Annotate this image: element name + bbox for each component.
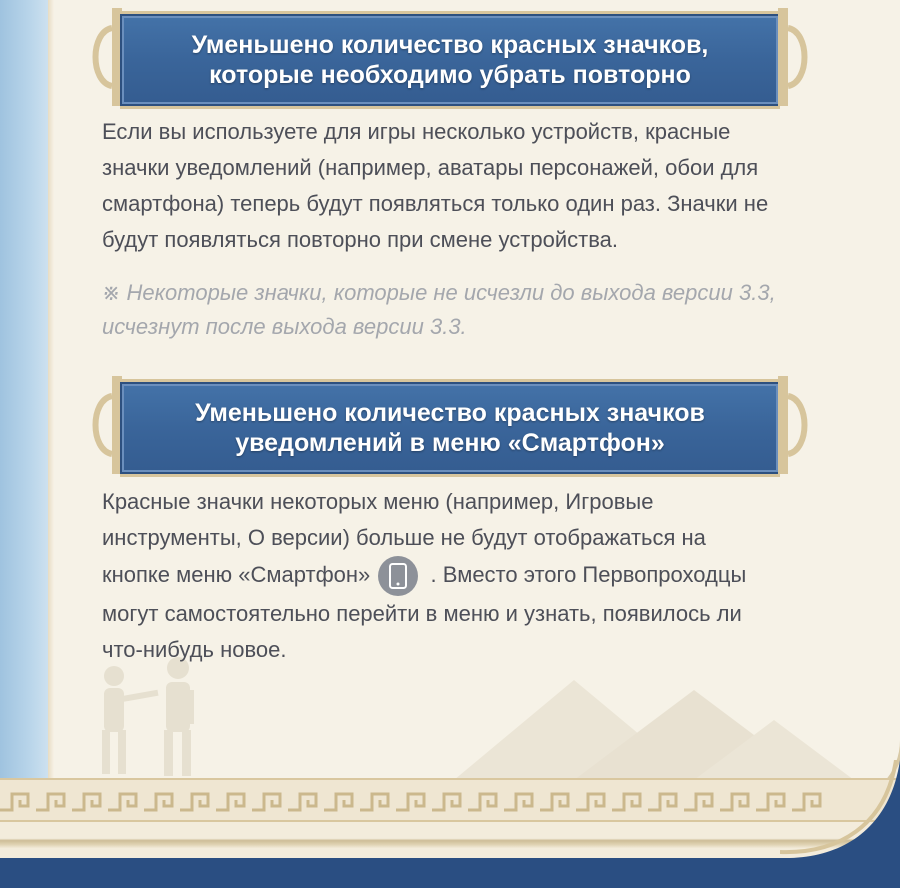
smartphone-icon xyxy=(378,556,418,596)
section-2-body-text: кнопке меню «Смартфон» xyxy=(102,561,371,587)
section-1-body-line: Если вы используете для игры несколько устройств, красные xyxy=(102,119,731,144)
section-1-body-line: значки уведомлений (например, аватары персонажей, обои для xyxy=(102,155,759,180)
section-2-body-line-with-icon xyxy=(102,556,842,596)
section-1-title-line-2: которые необходимо убрать повторно xyxy=(209,61,691,89)
section-2-body xyxy=(102,484,842,668)
section-2-title-line-1: Уменьшено количество красных значков xyxy=(195,399,705,427)
section-1-body xyxy=(102,114,842,258)
section-1-note-line: исчезнут после выхода версии 3.3. xyxy=(102,314,467,339)
section-2-title-banner xyxy=(120,379,780,477)
section-1-body-line: смартфона) теперь будут появляться только один раз. Значки не xyxy=(102,191,769,216)
section-2-body-line: могут самостоятельно перейти в меню и узнать, появилось ли xyxy=(102,601,742,626)
bottom-blue-border xyxy=(0,858,900,888)
section-2-body-line: Красные значки некоторых меню (например, Игровые xyxy=(102,489,654,514)
corner-ornament xyxy=(780,760,900,888)
section-1-title-line-1: Уменьшено количество красных значков, xyxy=(191,31,709,59)
section-1-title-banner xyxy=(120,11,780,109)
section-1-note xyxy=(102,276,842,344)
section-1-body-line: будут появляться повторно при смене устройства. xyxy=(102,227,618,252)
section-2-body-text: . Вместо этого Первопроходцы xyxy=(430,561,747,587)
section-2-title-line-2: уведомлений в меню «Смартфон» xyxy=(235,429,665,457)
section-2-body-line: что-нибудь новое. xyxy=(102,637,287,662)
left-decorative-stripe xyxy=(0,0,50,888)
decorative-frieze xyxy=(0,778,900,822)
section-1-note-line: ※ Некоторые значки, которые не исчезли до выхода версии 3.3, xyxy=(102,280,776,305)
banner-right-scroll-ornament xyxy=(774,8,814,106)
banner-right-scroll-ornament xyxy=(774,376,814,474)
section-2-body-line: инструменты, О версии) больше не будут отображаться на xyxy=(102,525,706,550)
